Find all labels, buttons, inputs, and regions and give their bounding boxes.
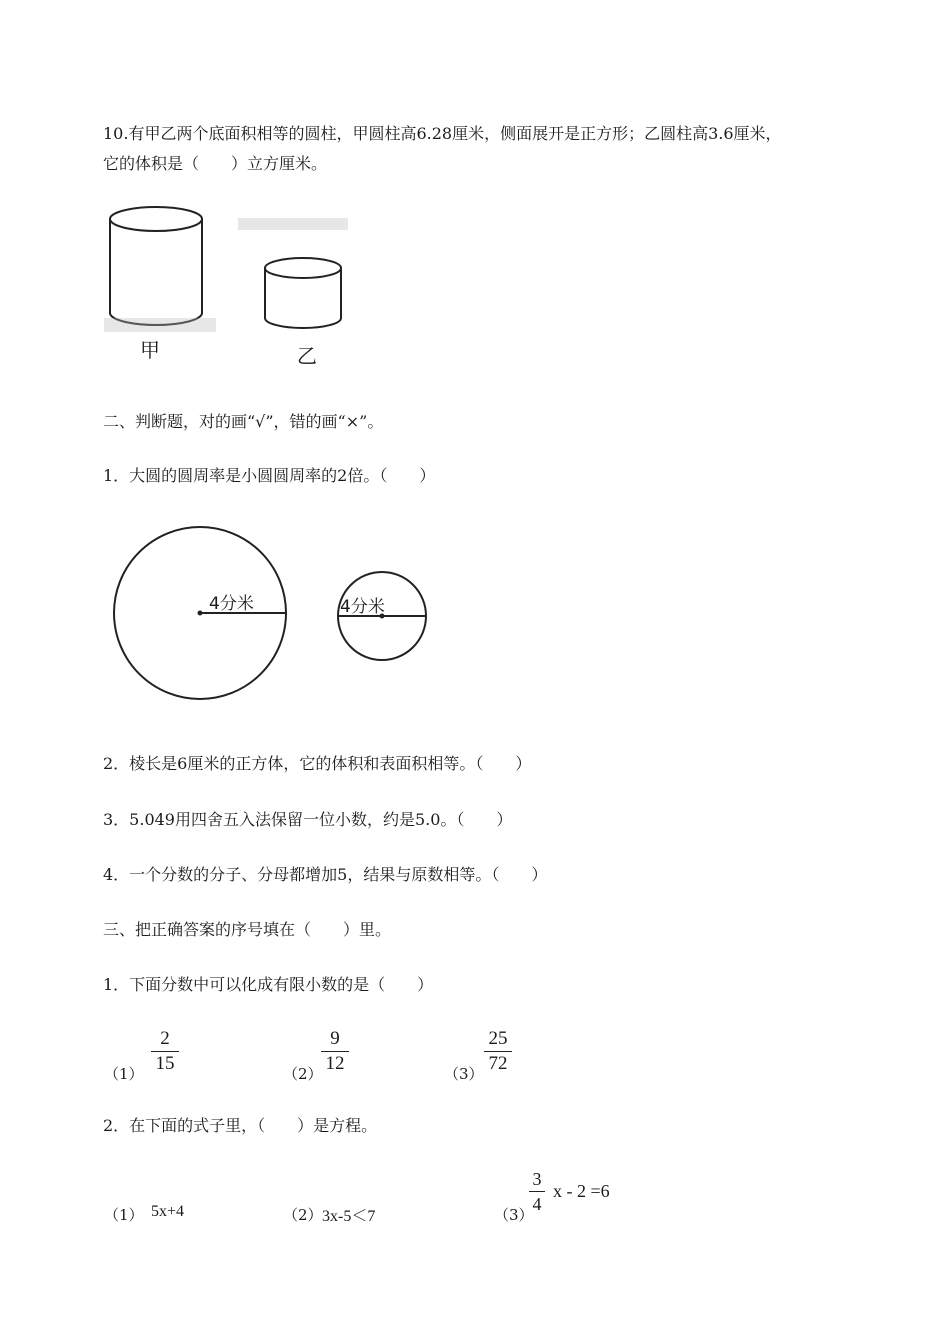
s3-q2-option-3-tag: （3） [494, 1206, 534, 1224]
fraction-denominator: 4 [532, 1194, 542, 1214]
s3-q1-option-1-tag: （1） [104, 1065, 144, 1083]
s3-q2-option-1-tag: （1） [104, 1206, 144, 1224]
cylinder-b-top [265, 258, 341, 278]
s3-q2-option-3-expr: x - 2 =6 [553, 1181, 610, 1201]
fraction-denominator: 72 [488, 1053, 508, 1074]
cylinder-b-label: 乙 [297, 344, 317, 368]
s3-q2-option-2-expr: 3x-5＜7 [322, 1208, 376, 1225]
section3-heading: 三、把正确答案的序号填在（ ）里。 [103, 920, 392, 939]
large-circle-radius-label: 4分米 [209, 594, 254, 614]
section2-heading: 二、判断题，对的画“√”，错的画“×”。 [103, 412, 384, 431]
fraction-denominator: 12 [325, 1053, 345, 1074]
fraction-bar [321, 1051, 349, 1052]
q10-line2: 它的体积是（ ）立方厘米。 [103, 154, 328, 173]
s2-q4: 4．一个分数的分子、分母都增加5，结果与原数相等。（ ） [103, 865, 548, 884]
s3-q1-option-3-fraction [481, 1028, 515, 1075]
cylinder-a-top [110, 207, 202, 231]
fraction-denominator: 15 [155, 1053, 175, 1074]
cylinder-b-bottom [265, 318, 341, 328]
cylinders-figure [98, 198, 358, 366]
s3-q1: 1．下面分数中可以化成有限小数的是（ ） [103, 975, 434, 994]
s3-q2-option-3-fraction [526, 1168, 548, 1215]
fraction-numerator: 25 [488, 1028, 508, 1049]
s3-q1-option-2-tag: （2） [283, 1065, 323, 1083]
s3-q1-option-3-tag: （3） [444, 1065, 484, 1083]
fraction-bar [151, 1051, 179, 1052]
fraction-numerator: 3 [532, 1169, 542, 1189]
fraction-numerator: 9 [330, 1028, 340, 1049]
q10-line1: 10.有甲乙两个底面积相等的圆柱，甲圆柱高6.28厘米，侧面展开是正方形；乙圆柱高3.6厘米， [103, 124, 782, 143]
fraction-bar [529, 1191, 545, 1192]
s3-q2: 2．在下面的式子里，（ ）是方程。 [103, 1116, 378, 1135]
large-circle-center [198, 611, 203, 616]
fraction-bar [484, 1051, 512, 1052]
circles-figure [100, 525, 430, 715]
small-circle-diameter-label: 4分米 [340, 597, 385, 617]
s2-q1: 1．大圆的圆周率是小圆圆周率的2倍。（ ） [103, 466, 436, 485]
s3-q1-option-2-fraction [318, 1028, 352, 1075]
s3-q2-option-2-tag: （2） [283, 1206, 323, 1224]
cylinder-a-label: 甲 [140, 338, 160, 362]
s3-q2-option-1-expr: 5x+4 [151, 1203, 185, 1220]
s3-q1-option-1-fraction [148, 1028, 182, 1075]
s2-q3: 3．5.049用四舍五入法保留一位小数，约是5.0。（ ） [103, 810, 513, 829]
fraction-numerator: 2 [160, 1028, 170, 1049]
s2-q2: 2．棱长是6厘米的正方体，它的体积和表面积相等。（ ） [103, 754, 532, 773]
